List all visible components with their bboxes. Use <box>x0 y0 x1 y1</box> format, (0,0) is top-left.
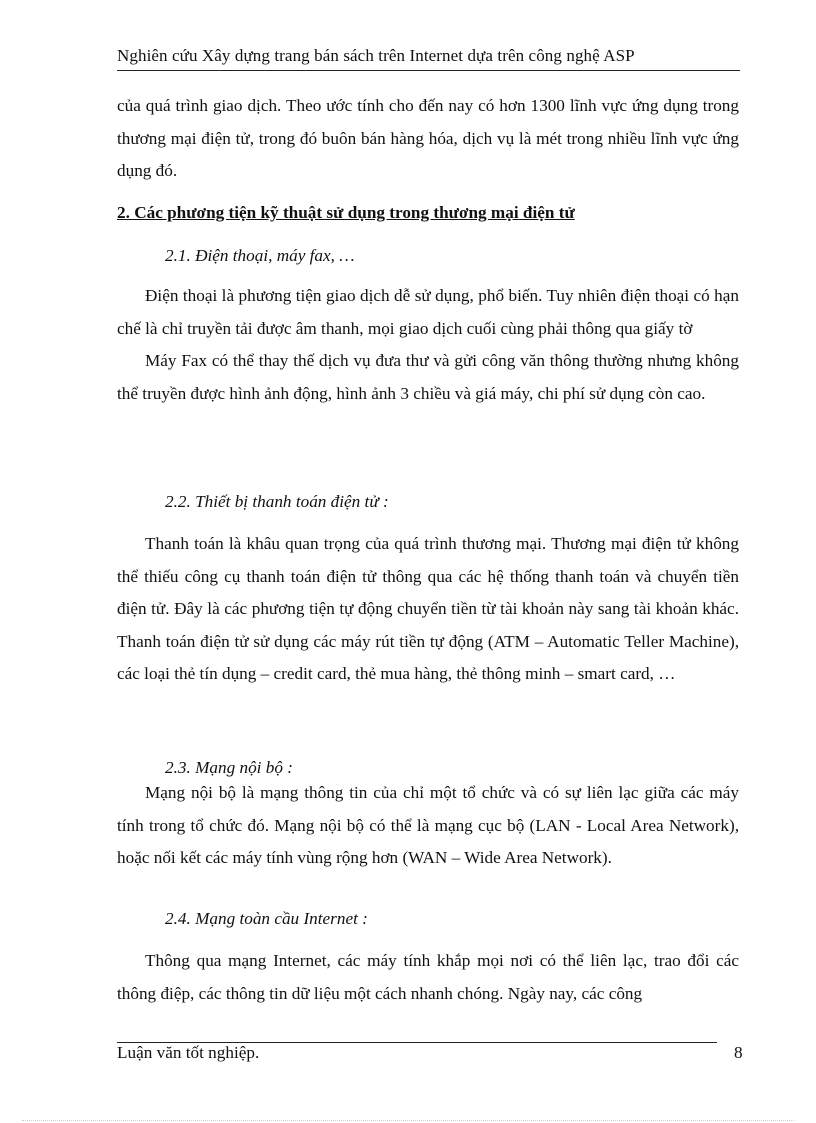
paragraph-internet: Thông qua mạng Internet, các máy tính khắp mọi nơi có thể liên lạc, trao đổi các thông điệp, các thông tin dữ liệu một cách nhanh chóng. Ngày nay, các công <box>117 951 739 1003</box>
paragraph-fax: Máy Fax có thể thay thế dịch vụ đưa thư và gửi công văn thông thường nhưng không thể truyền được hình ảnh động, hình ảnh 3 chiều và giá máy, chi phí sử dụng còn cao. <box>117 351 739 403</box>
paragraph-payment: Thanh toán là khâu quan trọng của quá trình thương mại. Thương mại điện tử không thể thiếu công cụ thanh toán điện tử thông qua các hệ thống thanh toán và chuyển tiền điện tử. Đây là các phương tiện tự động chuyển tiền từ tài khoản này sang tài khoản khác. Thanh toán điện tử sử dụng các máy rút tiền tự động (ATM – Automatic Teller Machine), các loại thẻ tín dụng – credit card, thẻ mua hàng, thẻ thông minh – smart card, … <box>117 534 739 683</box>
intro-paragraph: của quá trình giao dịch. Theo ước tính cho đến nay có hơn 1300 lĩnh vực ứng dụng trong thương mại điện tử, trong đó buôn bán hàng hóa, dịch vụ là mét trong nhiều lĩnh vực ứng dụng đó. <box>117 96 739 180</box>
page-bottom-dotted-border <box>22 1120 794 1121</box>
subsection-2-4-heading: 2.4. Mạng toàn cầu Internet : <box>165 909 368 928</box>
intro-paragraph-block <box>117 90 739 188</box>
header-rule <box>117 70 740 71</box>
section-heading: 2. Các phương tiện kỹ thuật sử dụng trong thương mại điện tử <box>117 203 575 222</box>
paragraph-telephone: Điện thoại là phương tiện giao dịch dễ sử dụng, phổ biến. Tuy nhiên điện thoại có hạn chế là chỉ truyền tải được âm thanh, mọi giao dịch cuối cùng phải thông qua giấy tờ <box>117 286 739 338</box>
paragraph-intranet: Mạng nội bộ là mạng thông tin của chỉ một tổ chức và có sự liên lạc giữa các máy tính trong tổ chức đó. Mạng nội bộ có thể là mạng cục bộ (LAN - Local Area Network), hoặc nối kết các máy tính vùng rộng hơn (WAN – Wide Area Network). <box>117 783 739 867</box>
subsection-2-1-body <box>117 280 739 410</box>
subsection-2-3-heading: 2.3. Mạng nội bộ : <box>165 758 293 777</box>
subsection-2-3-body <box>117 777 739 875</box>
subsection-2-2-body <box>117 528 739 691</box>
running-header: Nghiên cứu Xây dựng trang bán sách trên Internet dựa trên công nghệ ASP <box>117 46 635 65</box>
subsection-2-2-heading: 2.2. Thiết bị thanh toán điện tử : <box>165 492 389 511</box>
subsection-2-4-body <box>117 945 739 1010</box>
footer-label: Luận văn tốt nghiệp. <box>117 1043 260 1062</box>
subsection-2-1-heading: 2.1. Điện thoại, máy fax, … <box>165 246 355 265</box>
page-number: 8 <box>734 1043 743 1062</box>
